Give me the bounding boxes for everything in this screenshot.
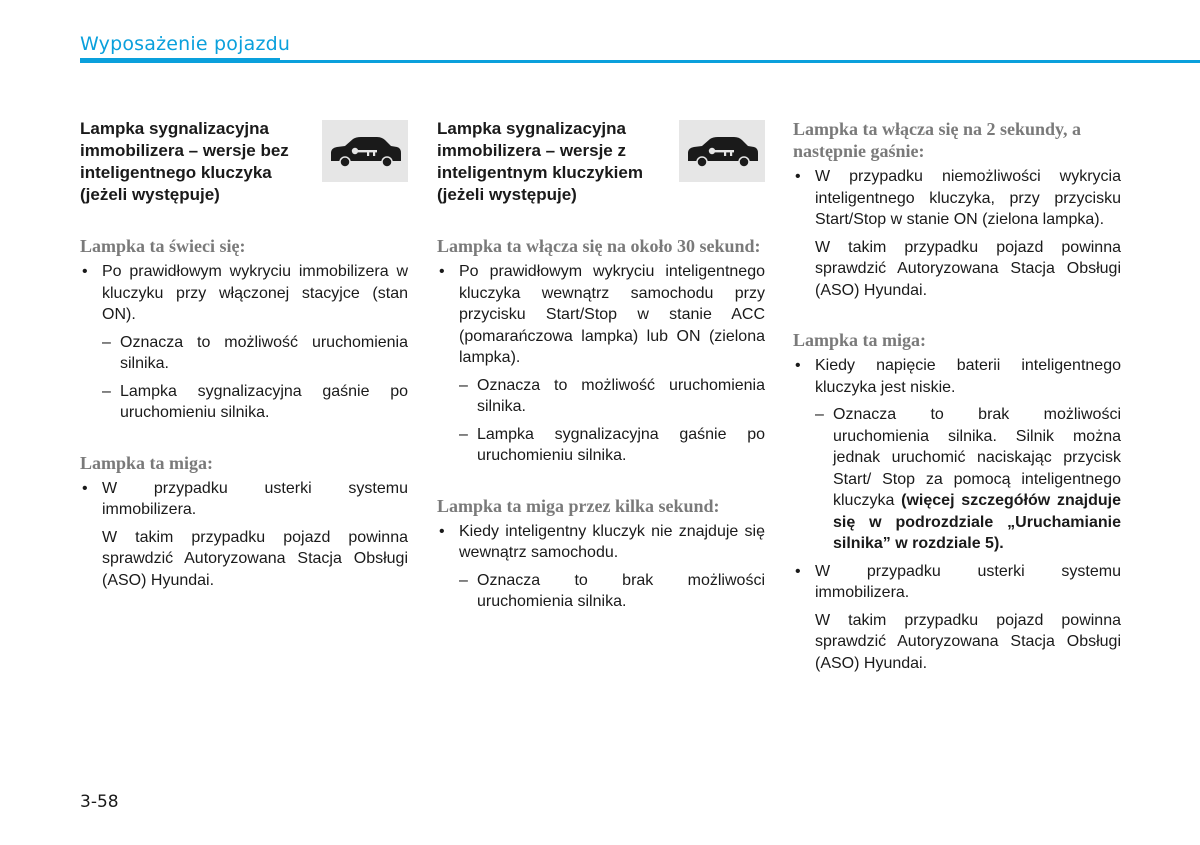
list-item: • Kiedy napięcie baterii inteligentnego kluczyka jest niskie. [795,357,1121,396]
list-subitem: – Oznacza to brak możliwości uruchomienia silnika. [459,571,765,610]
note-paragraph: W takim przypadku pojazd powinna sprawdzić Autoryzowana Stacja Obsługi (ASO) Hyundai. [102,528,408,589]
list-item: • Kiedy inteligentny kluczyk nie znajduje się wewnątrz samochodu. [439,522,765,561]
header-rule [80,60,1200,63]
column-lamp-behaviour [793,118,1121,680]
page-number: 3-58 [80,792,119,812]
subheading-lamp-blinks: Lampka ta miga: [80,452,214,473]
list-item: • W przypadku usterki systemu immobilizera. [795,562,1121,601]
warning-lamp-box [322,120,408,182]
note-paragraph: W takim przypadku pojazd powinna sprawdzić Autoryzowana Stacja Obsługi (ASO) Hyundai. [815,238,1121,299]
note-paragraph: W takim przypadku pojazd powinna sprawdzić Autoryzowana Stacja Obsługi (ASO) Hyundai. [815,611,1121,672]
section-title: Lampka sygnalizacyjna immobilizera – wersje z inteligentnym kluczykiem (jeżeli występuje) [437,119,643,204]
cross-reference: (więcej szczegółów znajduje się w podrozdziale „Uruchamianie silnika” w rozdziale 5). [833,492,1121,552]
section-title: Lampka sygnalizacyjna immobilizera – wersje bez inteligentnego kluczyka (jeżeli występuje) [80,119,289,204]
section-header: Wyposażenie pojazdu [80,33,291,55]
list-item: • W przypadku niemożliwości wykrycia inteligentnego kluczyka, przy przycisku Start/Stop w stanie ON (zielona lampka). [795,168,1121,228]
subheading-lamp-on-2s: Lampka ta włącza się na 2 sekundy, a następnie gaśnie: [793,119,1082,161]
warning-lamp-box [679,120,765,182]
car-key-icon [684,134,760,168]
list-item: • W przypadku usterki systemu immobilizera. [82,479,408,518]
list-subitem: – Lampka sygnalizacyjna gaśnie po uruchomieniu silnika. [459,425,765,464]
list-item: • Po prawidłowym wykryciu immobilizera w kluczyku przy włączonej stacyjce (stan ON). [82,263,408,323]
list-subitem: – Oznacza to możliwość uruchomienia silnika. [459,376,765,415]
subheading-lamp-on: Lampka ta świeci się: [80,236,246,256]
subheading-lamp-on-30s: Lampka ta włącza się na około 30 sekund: [437,236,761,256]
list-subitem: – Oznacza to możliwość uruchomienia silnika. [102,333,408,372]
column-immobilizer-no-smart-key [80,118,408,597]
car-key-icon [327,134,403,168]
list-item: • Po prawidłowym wykryciu inteligentnego kluczyka wewnątrz samochodu przy przycisku Start/Stop w stanie ACC (pomarańczowa lampka) lub ON (zielona lampka). [439,263,765,366]
column-immobilizer-smart-key [437,118,765,619]
subheading-lamp-blinks-seconds: Lampka ta miga przez kilka sekund: [437,495,720,516]
list-subitem: – Lampka sygnalizacyjna gaśnie po uruchomieniu silnika. [102,382,408,421]
subheading-lamp-blinks: Lampka ta miga: [793,330,927,350]
list-subitem: – Oznacza to brak możliwości uruchomienia silnika. Silnik można jednak uruchomić naciskając przycisk Start/ Stop za pomocą inteligentnego kluczyka (więcej szczegółów znajduje się w podrozdziale „Uruchamianie silnika” w rozdziale 5). [815,406,1121,552]
